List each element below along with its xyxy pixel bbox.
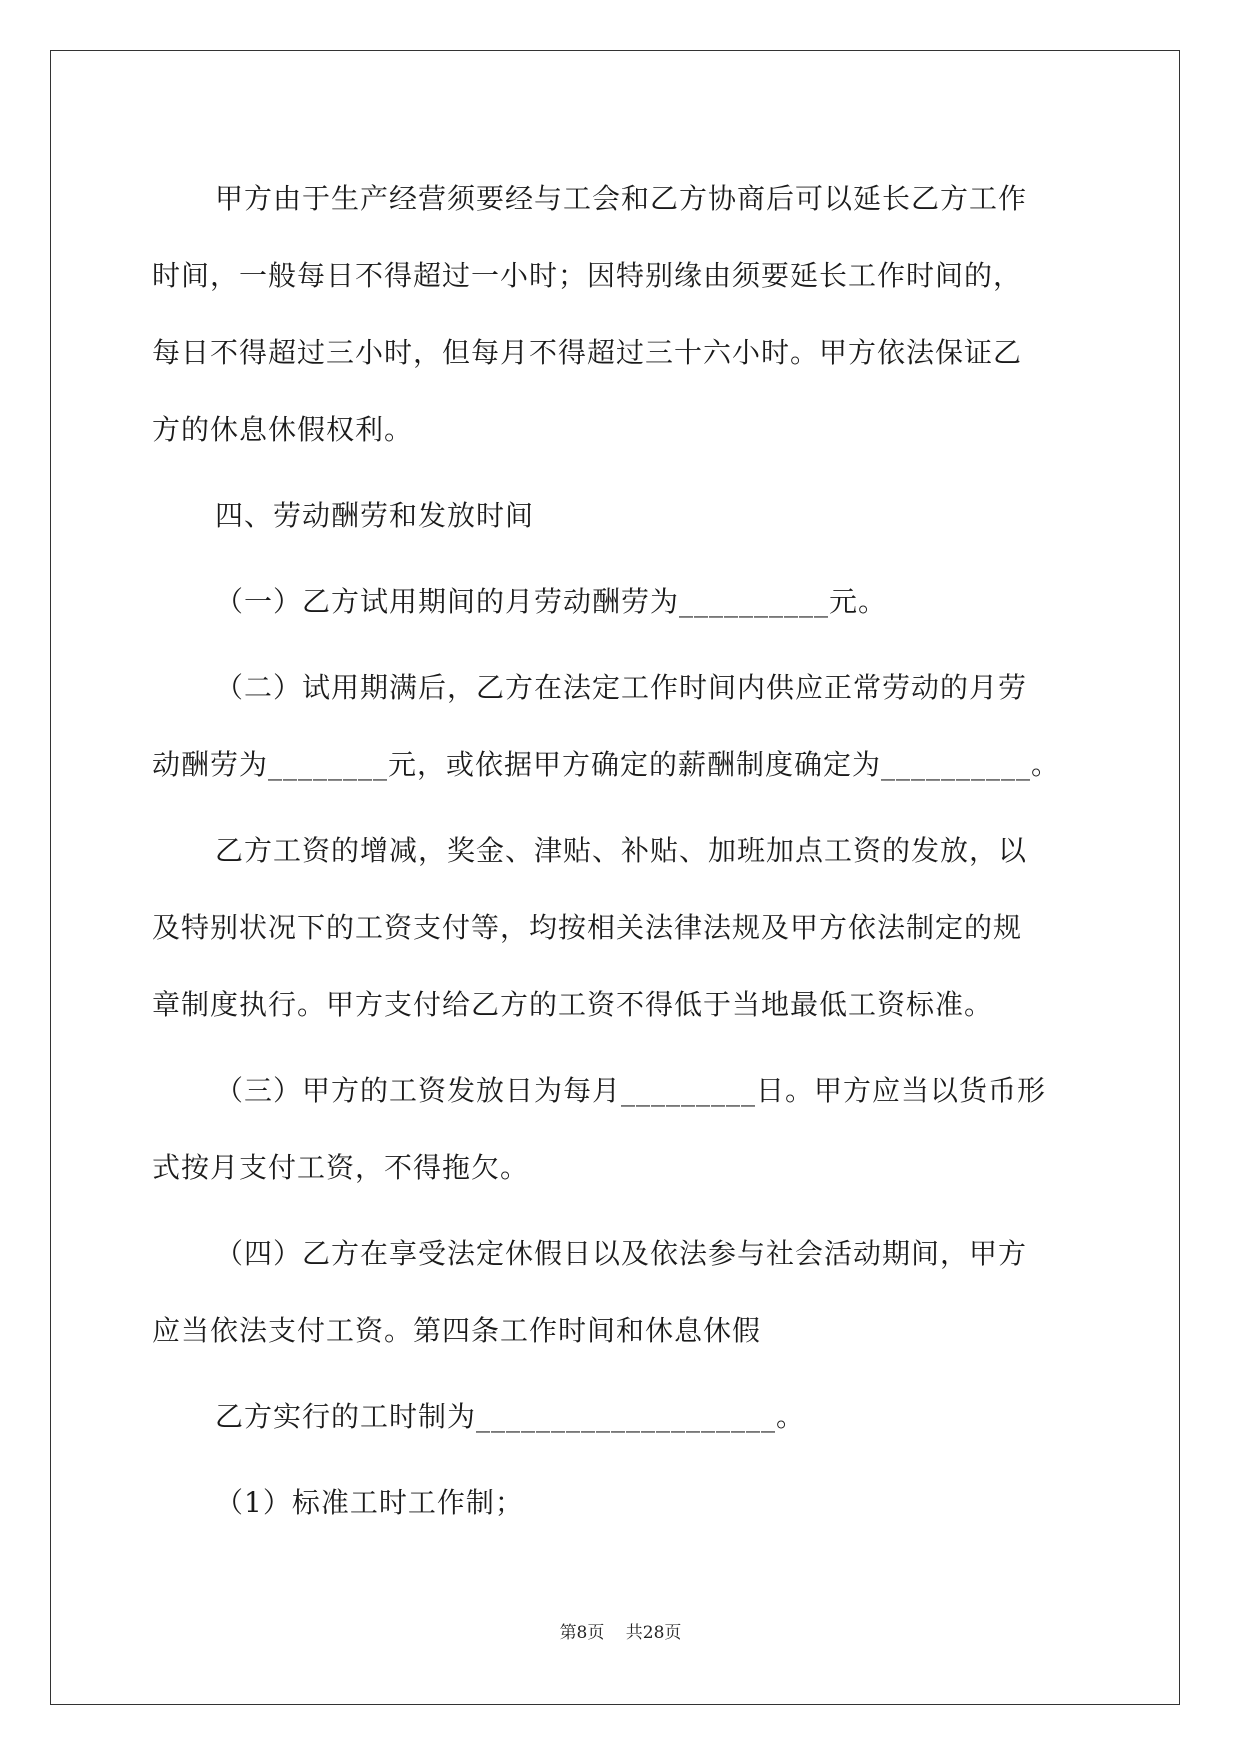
text-line: 动酬劳为________元，或依据甲方确定的薪酬制度确定为__________。 bbox=[152, 748, 1061, 781]
text-line: 时间，一般每日不得超过一小时；因特别缘由须要延长工作时间的， bbox=[152, 259, 1023, 292]
text-line: 乙方实行的工时制为____________________。 bbox=[215, 1400, 806, 1433]
paragraph-probation-pay bbox=[152, 563, 1092, 640]
text-line: （一）乙方试用期间的月劳动酬劳为__________元。 bbox=[215, 585, 888, 618]
paragraph-regular-pay bbox=[152, 649, 1092, 803]
text-line: 式按月支付工资，不得拖欠。 bbox=[152, 1151, 530, 1184]
text-line: 乙方工资的增减，奖金、津贴、补贴、加班加点工资的发放，以 bbox=[215, 834, 1028, 867]
paragraph-standard-hours bbox=[152, 1464, 1092, 1541]
text-line: （二）试用期满后，乙方在法定工作时间内供应正常劳动的月劳 bbox=[215, 671, 1028, 704]
document-body bbox=[152, 160, 1092, 1550]
text-line: （四）乙方在享受法定休假日以及依法参与社会活动期间，甲方 bbox=[215, 1237, 1028, 1270]
text-line: 方的休息休假权利。 bbox=[152, 413, 414, 446]
paragraph-working-hours bbox=[152, 1378, 1092, 1455]
text-line: 及特别状况下的工资支付等，均按相关法律法规及甲方依法制定的规 bbox=[152, 911, 1023, 944]
paragraph-wage-adjustment bbox=[152, 812, 1092, 1043]
text-line: （三）甲方的工资发放日为每月_________日。甲方应当以货币形 bbox=[215, 1074, 1047, 1107]
section-heading bbox=[152, 477, 1092, 554]
page-number: 第8页 bbox=[559, 1623, 605, 1643]
text-line: 章制度执行。甲方支付给乙方的工资不得低于当地最低工资标准。 bbox=[152, 988, 994, 1021]
paragraph-holiday-pay bbox=[152, 1215, 1092, 1369]
text-line: （1）标准工时工作制； bbox=[215, 1486, 524, 1519]
paragraph-overtime bbox=[152, 160, 1092, 468]
page-total: 共28页 bbox=[625, 1623, 682, 1643]
text-line: 应当依法支付工资。第四条工作时间和休息休假 bbox=[152, 1314, 762, 1347]
text-line: 每日不得超过三小时，但每月不得超过三十六小时。甲方依法保证乙 bbox=[152, 336, 1023, 369]
paragraph-payday bbox=[152, 1052, 1092, 1206]
text-line: 甲方由于生产经营须要经与工会和乙方协商后可以延长乙方工作 bbox=[215, 182, 1028, 215]
text-line: 四、劳动酬劳和发放时间 bbox=[215, 499, 535, 532]
page-footer bbox=[0, 1618, 1241, 1643]
